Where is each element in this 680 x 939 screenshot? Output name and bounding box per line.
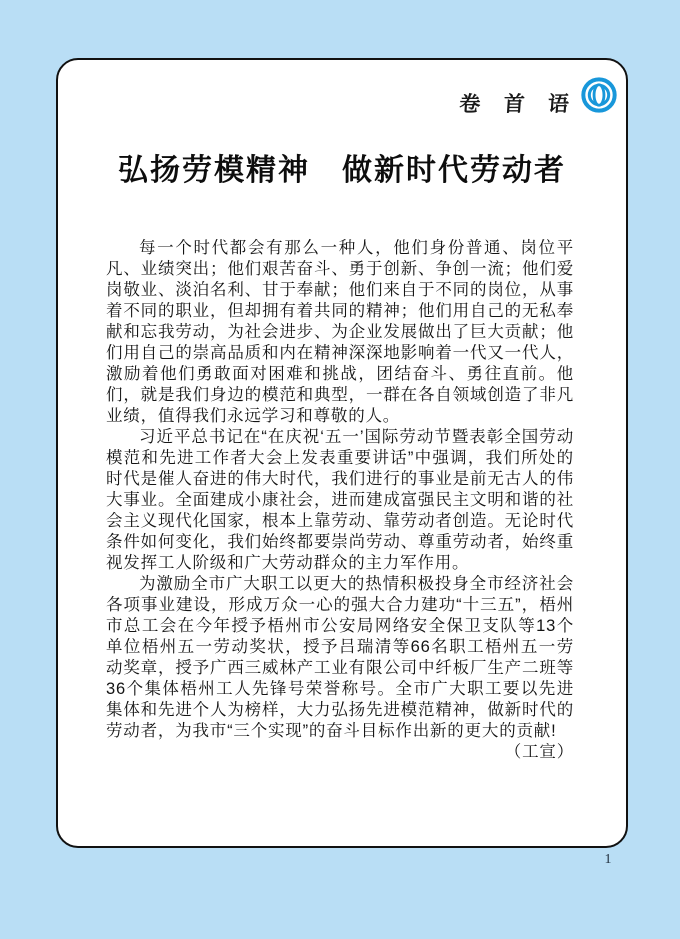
paragraph-1: 每一个时代都会有那么一种人，他们身份普通、岗位平凡、业绩突出；他们艰苦奋斗、勇于创新、争创一流；他们爱岗敬业、淡泊名利、甘于奉献；他们来自于不同的岗位，从事着不同的职业，但却拥有着共同的精神；他们用自己的无私奉献和忘我劳动，为社会进步、为企业发展做出了巨大贡献；他们用自己的崇高品质和内在精神深深地影响着一代又一代人，激励着他们勇敢面对困难和挑战，团结奋斗、勇往直前。他们，就是我们身边的模范和典型，一群在各自领域创造了非凡业绩，值得我们永远学习和尊敬的人。: [106, 239, 574, 425]
page-header: [460, 72, 619, 118]
article-body: [106, 238, 574, 763]
column-title: 卷 首 语: [458, 92, 579, 116]
page-number: 1: [604, 852, 612, 867]
article-sheet: [56, 58, 628, 848]
paragraph-2: 习近平总书记在“在庆祝‘五一’国际劳动节暨表彰全国劳动模范和先进工作者大会上发表重要讲话”中强调，我们所处的时代是催人奋进的伟大时代，我们进行的事业是前无古人的伟大事业。全面建成小康社会，进而建成富强民主文明和谐的社会主义现代化国家，根本上靠劳动、靠劳动者创造。无论时代条件如何变化，我们始终都要崇尚劳动、尊重劳动者，始终重视发挥工人阶级和广大劳动群众的主力军作用。: [106, 428, 574, 572]
trade-union-emblem-icon: [580, 76, 618, 114]
byline: （工宣）: [504, 743, 574, 761]
article-title: 弘扬劳模精神 做新时代劳动者: [118, 154, 566, 187]
paragraph-3: 为激励全市广大职工以更大的热情积极投身全市经济社会各项事业建设，形成万众一心的强大合力建功“十三五”，梧州市总工会在今年授予梧州市公安局网络安全保卫支队等13个单位梧州五一劳动奖状，授予吕瑞清等66名职工梧州五一劳动奖章，授予广西三威林产工业有限公司中纤板厂生产二班等36个集体梧州工人先锋号荣誉称号。全市广大职工要以先进集体和先进个人为榜样，大力弘扬先进模范精神，做新时代的劳动者，为我市“三个实现”的奋斗目标作出新的更大的贡献!: [106, 575, 574, 740]
